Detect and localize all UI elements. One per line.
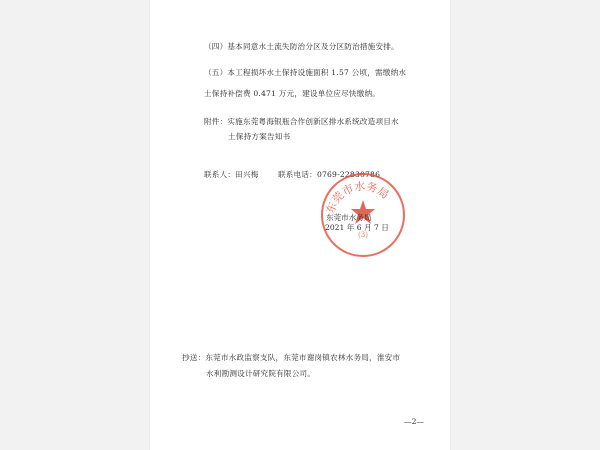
cc-line2: 水利勘测设计研究院有限公司。 bbox=[206, 369, 316, 378]
contact-phone: 联系电话：0769-22830786 bbox=[278, 170, 381, 179]
attachment-line2: 土保持方案告知书 bbox=[228, 132, 291, 141]
issuer-name: 东莞市水务局 bbox=[326, 213, 372, 222]
paragraph-four: （四）基本同意水土流失防治分区及分区防治措施安排。 bbox=[204, 42, 399, 51]
attachment-line1: 附件：实施东莞粤海银瓶合作创新区排水系统改造项目水 bbox=[204, 117, 399, 126]
issue-date: 2021 年 6 月 7 日 bbox=[325, 223, 389, 232]
seal-text: 东莞市水务局 bbox=[323, 179, 392, 216]
cc-line1: 抄送：东莞市水政监察支队，东莞市谢岗镇农林水务局，淮安市 bbox=[182, 353, 401, 362]
contact-person: 联系人：田兴梅 bbox=[204, 170, 259, 179]
paragraph-five-line1: （五）本工程损坏水土保持设施面积 1.57 公顷，需缴纳水 bbox=[204, 68, 407, 77]
svg-text:(3): (3) bbox=[358, 231, 368, 239]
page-number: —2— bbox=[404, 417, 425, 426]
paragraph-five-line2: 土保持补偿费 0.471 万元，建设单位应尽快缴纳。 bbox=[204, 89, 381, 98]
